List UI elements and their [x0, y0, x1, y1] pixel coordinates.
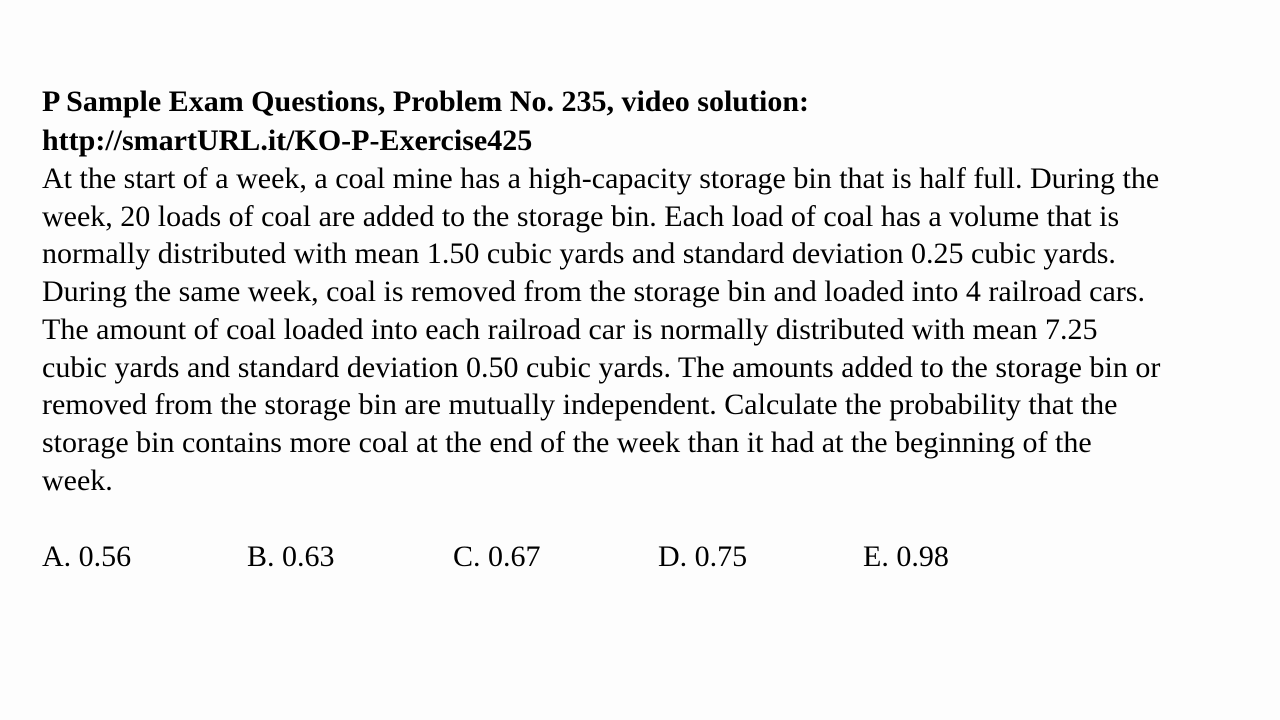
problem-line: storage bin contains more coal at the end of the week than it had at the beginning of the — [42, 425, 1092, 459]
problem-line: removed from the storage bin are mutually independent. Calculate the probability that the — [42, 388, 1118, 422]
choice-e: E. 0.98 — [863, 540, 949, 573]
problem-line: normally distributed with mean 1.50 cubic yards and standard deviation 0.25 cubic yards. — [42, 237, 1116, 271]
problem-line: week. — [42, 463, 113, 497]
problem-line: week, 20 loads of coal are added to the storage bin. Each load of coal has a volume that is — [42, 199, 1120, 233]
problem-content — [42, 82, 1272, 499]
choice-d: D. 0.75 — [658, 540, 748, 573]
choice-a: A. 0.56 — [42, 540, 132, 573]
problem-line: During the same week, coal is removed from the storage bin and loaded into 4 railroad cars. — [42, 275, 1145, 309]
choice-b: B. 0.63 — [247, 540, 335, 573]
problem-statement — [42, 160, 1272, 499]
answer-choices — [42, 537, 1242, 577]
problem-line: At the start of a week, a coal mine has a high-capacity storage bin that is half full. During the — [42, 162, 1160, 195]
video-solution-link[interactable]: http://smartURL.it/KO-P-Exercise425 — [42, 124, 533, 157]
choice-c: C. 0.67 — [453, 540, 541, 573]
problem-line: cubic yards and standard deviation 0.50 cubic yards. The amounts added to the storage bin or — [42, 350, 1161, 384]
problem-title: P Sample Exam Questions, Problem No. 235, video solution: — [42, 85, 809, 118]
problem-line: The amount of coal loaded into each railroad car is normally distributed with mean 7.25 — [42, 312, 1098, 346]
